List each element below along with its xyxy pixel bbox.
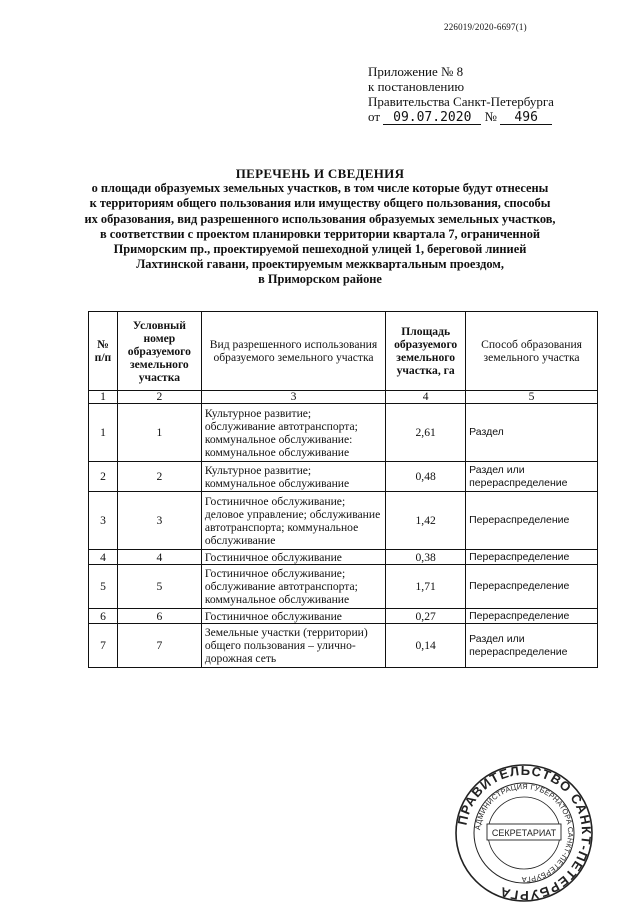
table-header-row (89, 312, 598, 391)
title-line: о площади образуемых земельных участков, в том числе которые будут отнесены (91, 181, 549, 196)
row-method: Перераспределение (466, 492, 598, 550)
row-plot-number: 4 (117, 550, 201, 565)
column-number: 1 (89, 391, 118, 404)
row-permitted-use: Гостиничное обслуживание (201, 609, 385, 624)
column-number: 5 (466, 391, 598, 404)
row-method: Раздел (466, 404, 598, 462)
row-index: 5 (89, 565, 118, 609)
row-area: 1,42 (386, 492, 466, 550)
appendix-block (368, 64, 554, 125)
row-permitted-use: Гостиничное обслуживание; обслуживание автотранспорта; коммунальное обслуживание (201, 565, 385, 609)
header-method: Способ образования земельного участка (466, 312, 598, 391)
row-area: 0,38 (386, 550, 466, 565)
resolution-date: 09.07.2020 (383, 112, 481, 125)
row-permitted-use: Гостиничное обслуживание (201, 550, 385, 565)
document-id: 226019/2020-6697(1) (444, 22, 527, 32)
seal-inner-text: АДМИНИСТРАЦИЯ ГУБЕРНАТОРА САНКТ-ПЕТЕРБУРГА (473, 781, 576, 885)
row-method: Перераспределение (466, 550, 598, 565)
row-plot-number: 2 (117, 462, 201, 492)
header-plot-number: Условный номер образуемого земельного участка (117, 312, 201, 391)
appendix-government: Правительства Санкт-Петербурга (368, 94, 554, 109)
seal-outer-text: ПРАВИТЕЛЬСТВО САНКТ-ПЕТЕРБУРГА (454, 763, 594, 903)
title-heading: ПЕРЕЧЕНЬ И СВЕДЕНИЯ (235, 166, 405, 181)
table-row (89, 462, 598, 492)
appendix-date-line (368, 109, 554, 125)
row-permitted-use: Гостиничное обслуживание; деловое управление; обслуживание автотранспорта; коммунальное обслуживание (201, 492, 385, 550)
header-permitted-use: Вид разрешенного использования образуемого земельного участка (201, 312, 385, 391)
row-method: Перераспределение (466, 565, 598, 609)
table-row (89, 404, 598, 462)
title-line: в соответствии с проектом планировки территории квартала 7, ограниченной (99, 226, 541, 241)
header-index: № п/п (89, 312, 118, 391)
row-index: 2 (89, 462, 118, 492)
column-number: 4 (386, 391, 466, 404)
title-line: в Приморском районе (258, 272, 382, 287)
title-line: Лахтинской гавани, проектируемым межквартальным проездом, (136, 257, 504, 272)
appendix-number: Приложение № 8 (368, 64, 464, 79)
row-area: 1,71 (386, 565, 466, 609)
row-method: Раздел или перераспределение (466, 624, 598, 668)
appendix-resolution: к постановлению (368, 79, 465, 94)
document-title (60, 166, 580, 288)
table-row (89, 565, 598, 609)
row-permitted-use: Культурное развитие; коммунальное обслуживание (201, 462, 385, 492)
land-plots-table (88, 311, 598, 668)
row-area: 0,48 (386, 462, 466, 492)
column-number: 3 (201, 391, 385, 404)
row-index: 7 (89, 624, 118, 668)
row-method: Перераспределение (466, 609, 598, 624)
row-index: 4 (89, 550, 118, 565)
row-index: 3 (89, 492, 118, 550)
row-permitted-use: Культурное развитие; обслуживание автотранспорта; коммунальное обслуживание: коммунальное обслуживание (201, 404, 385, 462)
column-numbers-row (89, 391, 598, 404)
row-index: 6 (89, 609, 118, 624)
number-label: № (484, 109, 497, 124)
table-row (89, 550, 598, 565)
row-area: 0,14 (386, 624, 466, 668)
official-seal-stamp (454, 763, 594, 903)
row-area: 0,27 (386, 609, 466, 624)
row-plot-number: 3 (117, 492, 201, 550)
row-index: 1 (89, 404, 118, 462)
row-plot-number: 1 (117, 404, 201, 462)
title-line: к территориям общего пользования или имуществу общего пользования, способы (89, 196, 551, 211)
row-plot-number: 7 (117, 624, 201, 668)
table-row (89, 492, 598, 550)
table-row (89, 624, 598, 668)
table-row (89, 609, 598, 624)
row-method: Раздел или перераспределение (466, 462, 598, 492)
resolution-number: 496 (500, 112, 552, 125)
row-permitted-use: Земельные участки (территории) общего пользования – улично-дорожная сеть (201, 624, 385, 668)
title-line: Приморским пр., проектируемой пешеходной улицей 1, береговой линией (113, 242, 527, 257)
seal-center-text: СЕКРЕТАРИАТ (491, 828, 557, 838)
row-plot-number: 6 (117, 609, 201, 624)
row-area: 2,61 (386, 404, 466, 462)
from-label: от (368, 109, 381, 124)
title-line: их образования, вид разрешенного использования образуемых земельных участков, (84, 211, 556, 226)
header-area: Площадь образуемого земельного участка, га (386, 312, 466, 391)
row-plot-number: 5 (117, 565, 201, 609)
column-number: 2 (117, 391, 201, 404)
